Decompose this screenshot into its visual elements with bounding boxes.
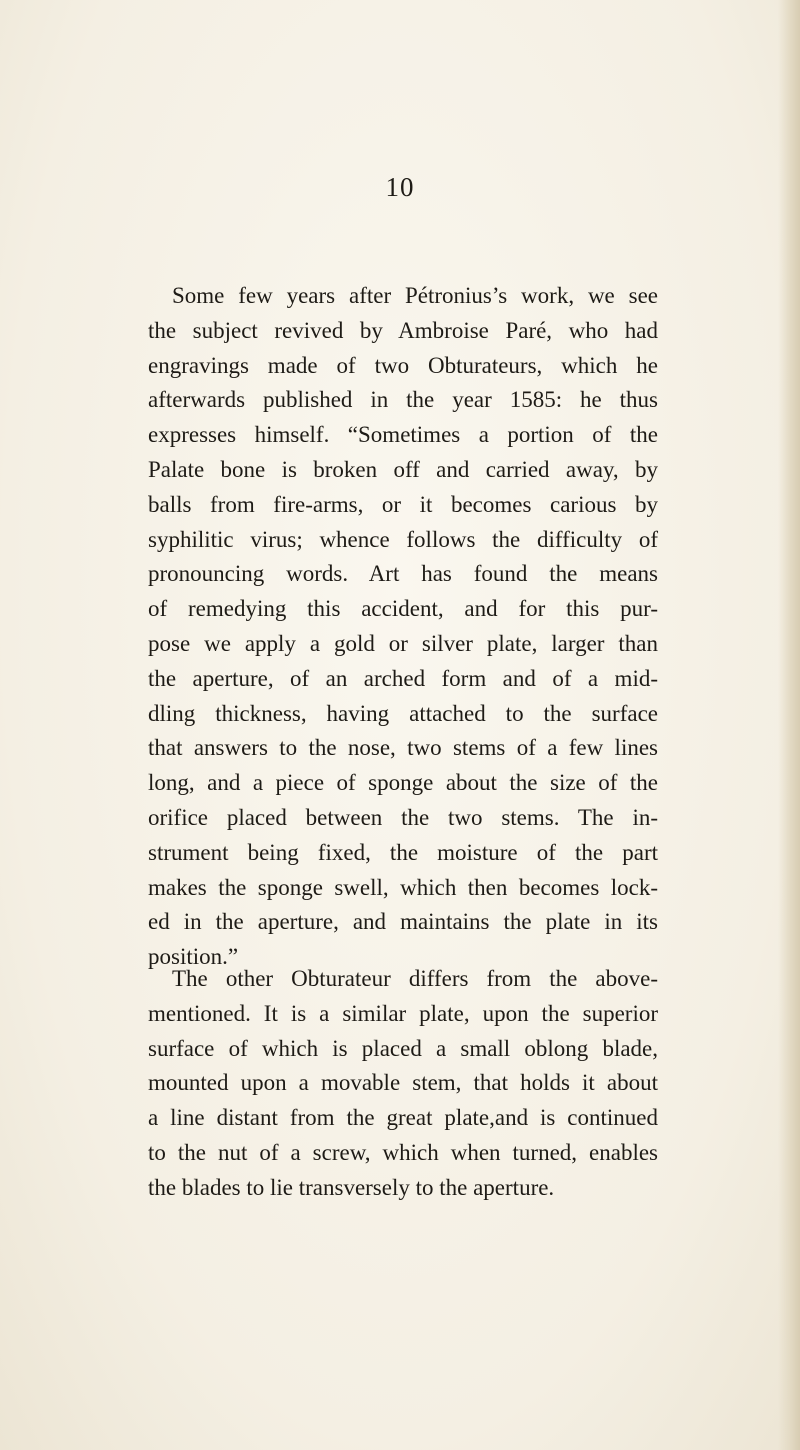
text-line: engravings made of two Obturateurs, which he [148,352,658,378]
text-line: the blades to lie transversely to the aperture. [148,1174,555,1200]
text-line: the subject revived by Ambroise Paré, who had [148,317,658,343]
text-line: ed in the aperture, and maintains the plate in its [148,909,658,935]
text-line: long, and a piece of sponge about the size of the [148,770,658,796]
text-line: Palate bone is broken off and carried away, by [148,456,658,482]
page-edge-shadow [778,0,800,1450]
text-line: of remedying this accident, and for this pur- [148,596,658,622]
text-line: makes the sponge swell, which then becomes lock- [148,874,658,900]
paragraph-2 [148,962,658,1206]
text-line: the aperture, of an arched form and of a mid- [148,665,658,691]
text-line: orifice placed between the two stems. The in- [148,804,658,830]
text-line: mentioned. It is a similar plate, upon the superior [148,1000,658,1026]
page-number: 10 [385,172,415,202]
text-line: to the nut of a screw, which when turned, enables [148,1139,658,1165]
text-line: pronouncing words. Art has found the means [148,561,658,587]
text-line: The other Obturateur differs from the above- [172,966,658,991]
text-line: pose we apply a gold or silver plate, larger than [148,630,658,656]
text-line: syphilitic virus; whence follows the difficulty of [148,526,658,552]
text-line: Some few years after Pétronius’s work, we see [172,283,658,308]
text-line: expresses himself. “Sometimes a portion of the [148,422,658,448]
paragraph-1 [148,279,658,975]
text-line: a line distant from the great plate,and is continued [148,1105,658,1131]
text-line: position.” [148,944,239,970]
text-line: strument being fixed, the moisture of the part [148,839,658,865]
text-line: afterwards published in the year 1585: he thus [148,387,658,413]
text-line: dling thickness, having attached to the surface [148,700,658,726]
text-line: balls from fire-arms, or it becomes carious by [148,491,658,517]
text-line: that answers to the nose, two stems of a few lines [148,735,658,761]
text-line: surface of which is placed a small oblong blade, [148,1035,658,1061]
text-line: mounted upon a movable stem, that holds it about [148,1070,658,1096]
